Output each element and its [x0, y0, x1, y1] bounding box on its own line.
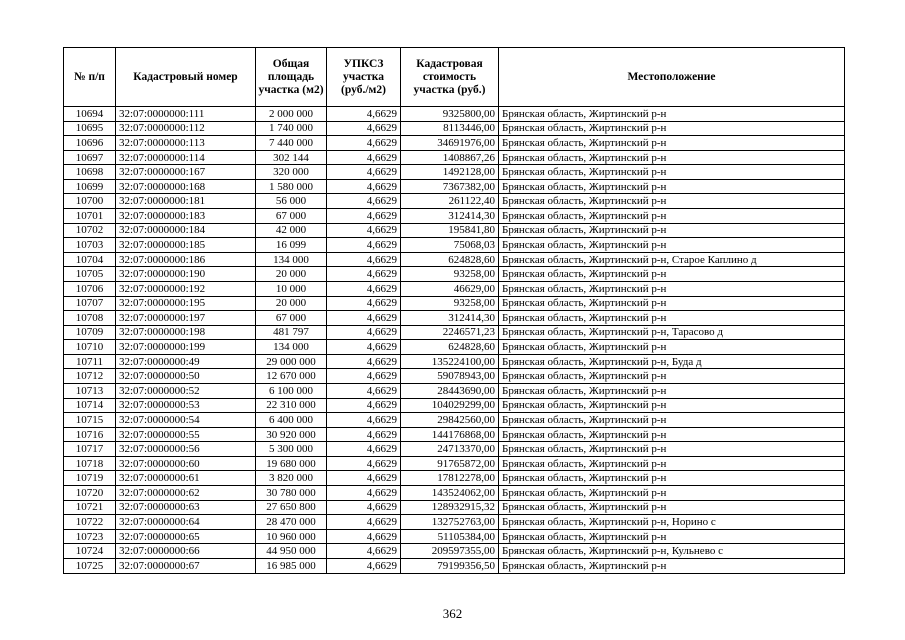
header-area: Общая площадь участка (м2)	[256, 48, 327, 107]
cadastral-number: 32:07:0000000:52	[116, 383, 256, 398]
cost-value: 1492128,00	[401, 165, 499, 180]
page-number: 362	[442, 606, 463, 621]
area-value: 20 000	[256, 296, 327, 311]
upksz-value: 4,6629	[327, 136, 401, 151]
cost-value: 209597355,00	[401, 544, 499, 559]
cadastral-number: 32:07:0000000:49	[116, 354, 256, 369]
cost-value: 312414,30	[401, 311, 499, 326]
upksz-value: 4,6629	[327, 427, 401, 442]
location-text: Брянская область, Жиртинский р-н	[499, 121, 845, 136]
area-value: 30 780 000	[256, 486, 327, 501]
upksz-value: 4,6629	[327, 369, 401, 384]
location-text: Брянская область, Жиртинский р-н	[499, 267, 845, 282]
row-number: 10694	[64, 107, 116, 122]
table-row	[64, 267, 845, 282]
cadastral-number: 32:07:0000000:113	[116, 136, 256, 151]
area-value: 1 580 000	[256, 179, 327, 194]
location-text: Брянская область, Жиртинский р-н	[499, 471, 845, 486]
area-value: 30 920 000	[256, 427, 327, 442]
table-row	[64, 515, 845, 530]
location-text: Брянская область, Жиртинский р-н	[499, 179, 845, 194]
table-row	[64, 340, 845, 355]
row-number: 10724	[64, 544, 116, 559]
upksz-value: 4,6629	[327, 383, 401, 398]
row-number: 10707	[64, 296, 116, 311]
table-row	[64, 209, 845, 224]
row-number: 10705	[64, 267, 116, 282]
area-value: 6 100 000	[256, 383, 327, 398]
row-number: 10703	[64, 238, 116, 253]
table-row	[64, 486, 845, 501]
location-text: Брянская область, Жиртинский р-н	[499, 427, 845, 442]
row-number: 10716	[64, 427, 116, 442]
row-number: 10706	[64, 281, 116, 296]
area-value: 44 950 000	[256, 544, 327, 559]
location-text: Брянская область, Жиртинский р-н, Буда д	[499, 354, 845, 369]
table-row	[64, 194, 845, 209]
location-text: Брянская область, Жиртинский р-н	[499, 442, 845, 457]
cadastral-number: 32:07:0000000:60	[116, 456, 256, 471]
table-row	[64, 238, 845, 253]
cadastral-number: 32:07:0000000:184	[116, 223, 256, 238]
cadastral-table	[63, 47, 845, 574]
row-number: 10702	[64, 223, 116, 238]
location-text: Брянская область, Жиртинский р-н	[499, 558, 845, 573]
table-row	[64, 369, 845, 384]
row-number: 10720	[64, 486, 116, 501]
upksz-value: 4,6629	[327, 325, 401, 340]
location-text: Брянская область, Жиртинский р-н	[499, 340, 845, 355]
cost-value: 195841,80	[401, 223, 499, 238]
table-row	[64, 281, 845, 296]
upksz-value: 4,6629	[327, 107, 401, 122]
header-location: Местоположение	[499, 48, 845, 107]
row-number: 10713	[64, 383, 116, 398]
cost-value: 8113446,00	[401, 121, 499, 136]
cost-value: 104029299,00	[401, 398, 499, 413]
cost-value: 93258,00	[401, 296, 499, 311]
cost-value: 24713370,00	[401, 442, 499, 457]
table-row	[64, 311, 845, 326]
cadastral-number: 32:07:0000000:186	[116, 252, 256, 267]
cost-value: 28443690,00	[401, 383, 499, 398]
table-row	[64, 398, 845, 413]
location-text: Брянская область, Жиртинский р-н	[499, 238, 845, 253]
cadastral-number: 32:07:0000000:198	[116, 325, 256, 340]
area-value: 6 400 000	[256, 413, 327, 428]
table-row	[64, 121, 845, 136]
cadastral-number: 32:07:0000000:181	[116, 194, 256, 209]
cadastral-number: 32:07:0000000:111	[116, 107, 256, 122]
row-number: 10700	[64, 194, 116, 209]
upksz-value: 4,6629	[327, 267, 401, 282]
area-value: 56 000	[256, 194, 327, 209]
row-number: 10715	[64, 413, 116, 428]
cadastral-number: 32:07:0000000:62	[116, 486, 256, 501]
cost-value: 91765872,00	[401, 456, 499, 471]
upksz-value: 4,6629	[327, 340, 401, 355]
location-text: Брянская область, Жиртинский р-н, Кульнево с	[499, 544, 845, 559]
row-number: 10719	[64, 471, 116, 486]
area-value: 5 300 000	[256, 442, 327, 457]
table-row	[64, 529, 845, 544]
location-text: Брянская область, Жиртинский р-н	[499, 136, 845, 151]
row-number: 10701	[64, 209, 116, 224]
upksz-value: 4,6629	[327, 558, 401, 573]
cost-value: 143524062,00	[401, 486, 499, 501]
table-row	[64, 325, 845, 340]
cadastral-number: 32:07:0000000:65	[116, 529, 256, 544]
cadastral-number: 32:07:0000000:50	[116, 369, 256, 384]
area-value: 302 144	[256, 150, 327, 165]
cadastral-number: 32:07:0000000:168	[116, 179, 256, 194]
cost-value: 46629,00	[401, 281, 499, 296]
area-value: 16 985 000	[256, 558, 327, 573]
cost-value: 132752763,00	[401, 515, 499, 530]
table-row	[64, 413, 845, 428]
upksz-value: 4,6629	[327, 413, 401, 428]
upksz-value: 4,6629	[327, 398, 401, 413]
table-row	[64, 296, 845, 311]
table-row	[64, 500, 845, 515]
area-value: 320 000	[256, 165, 327, 180]
table-row	[64, 558, 845, 573]
cost-value: 144176868,00	[401, 427, 499, 442]
cadastral-number: 32:07:0000000:112	[116, 121, 256, 136]
upksz-value: 4,6629	[327, 121, 401, 136]
area-value: 27 650 800	[256, 500, 327, 515]
location-text: Брянская область, Жиртинский р-н	[499, 107, 845, 122]
table-row	[64, 427, 845, 442]
cadastral-number: 32:07:0000000:53	[116, 398, 256, 413]
location-text: Брянская область, Жиртинский р-н	[499, 500, 845, 515]
table-row	[64, 252, 845, 267]
area-value: 42 000	[256, 223, 327, 238]
location-text: Брянская область, Жиртинский р-н	[499, 529, 845, 544]
row-number: 10711	[64, 354, 116, 369]
cost-value: 51105384,00	[401, 529, 499, 544]
upksz-value: 4,6629	[327, 238, 401, 253]
cost-value: 9325800,00	[401, 107, 499, 122]
cost-value: 93258,00	[401, 267, 499, 282]
location-text: Брянская область, Жиртинский р-н	[499, 383, 845, 398]
table-row	[64, 456, 845, 471]
location-text: Брянская область, Жиртинский р-н	[499, 150, 845, 165]
cost-value: 261122,40	[401, 194, 499, 209]
row-number: 10723	[64, 529, 116, 544]
table-row	[64, 471, 845, 486]
row-number: 10698	[64, 165, 116, 180]
cadastral-number: 32:07:0000000:114	[116, 150, 256, 165]
cost-value: 34691976,00	[401, 136, 499, 151]
cost-value: 75068,03	[401, 238, 499, 253]
location-text: Брянская область, Жиртинский р-н	[499, 486, 845, 501]
cadastral-number: 32:07:0000000:195	[116, 296, 256, 311]
upksz-value: 4,6629	[327, 515, 401, 530]
row-number: 10704	[64, 252, 116, 267]
cost-value: 17812278,00	[401, 471, 499, 486]
area-value: 7 440 000	[256, 136, 327, 151]
location-text: Брянская область, Жиртинский р-н	[499, 281, 845, 296]
upksz-value: 4,6629	[327, 486, 401, 501]
cadastral-number: 32:07:0000000:61	[116, 471, 256, 486]
cadastral-number: 32:07:0000000:199	[116, 340, 256, 355]
upksz-value: 4,6629	[327, 209, 401, 224]
area-value: 67 000	[256, 311, 327, 326]
area-value: 22 310 000	[256, 398, 327, 413]
area-value: 10 960 000	[256, 529, 327, 544]
location-text: Брянская область, Жиртинский р-н, Старое Каплино д	[499, 252, 845, 267]
location-text: Брянская область, Жиртинский р-н	[499, 223, 845, 238]
upksz-value: 4,6629	[327, 296, 401, 311]
upksz-value: 4,6629	[327, 456, 401, 471]
location-text: Брянская область, Жиртинский р-н	[499, 165, 845, 180]
location-text: Брянская область, Жиртинский р-н	[499, 456, 845, 471]
area-value: 3 820 000	[256, 471, 327, 486]
header-num: № п/п	[64, 48, 116, 107]
cadastral-number: 32:07:0000000:63	[116, 500, 256, 515]
cost-value: 624828,60	[401, 340, 499, 355]
area-value: 67 000	[256, 209, 327, 224]
location-text: Брянская область, Жиртинский р-н	[499, 413, 845, 428]
row-number: 10710	[64, 340, 116, 355]
upksz-value: 4,6629	[327, 500, 401, 515]
location-text: Брянская область, Жиртинский р-н, Тарасово д	[499, 325, 845, 340]
row-number: 10725	[64, 558, 116, 573]
row-number: 10695	[64, 121, 116, 136]
cadastral-number: 32:07:0000000:67	[116, 558, 256, 573]
area-value: 29 000 000	[256, 354, 327, 369]
cadastral-number: 32:07:0000000:167	[116, 165, 256, 180]
upksz-value: 4,6629	[327, 179, 401, 194]
table-row	[64, 150, 845, 165]
location-text: Брянская область, Жиртинский р-н	[499, 369, 845, 384]
row-number: 10718	[64, 456, 116, 471]
cost-value: 59078943,00	[401, 369, 499, 384]
row-number: 10696	[64, 136, 116, 151]
upksz-value: 4,6629	[327, 354, 401, 369]
cost-value: 135224100,00	[401, 354, 499, 369]
table-row	[64, 383, 845, 398]
upksz-value: 4,6629	[327, 544, 401, 559]
row-number: 10697	[64, 150, 116, 165]
upksz-value: 4,6629	[327, 281, 401, 296]
cost-value: 2246571,23	[401, 325, 499, 340]
cost-value: 7367382,00	[401, 179, 499, 194]
table-row	[64, 223, 845, 238]
cost-value: 624828,60	[401, 252, 499, 267]
cadastral-number: 32:07:0000000:64	[116, 515, 256, 530]
upksz-value: 4,6629	[327, 442, 401, 457]
area-value: 12 670 000	[256, 369, 327, 384]
row-number: 10722	[64, 515, 116, 530]
location-text: Брянская область, Жиртинский р-н, Норино с	[499, 515, 845, 530]
header-row	[64, 48, 845, 107]
cadastral-number: 32:07:0000000:54	[116, 413, 256, 428]
upksz-value: 4,6629	[327, 252, 401, 267]
cost-value: 79199356,50	[401, 558, 499, 573]
cadastral-number: 32:07:0000000:66	[116, 544, 256, 559]
location-text: Брянская область, Жиртинский р-н	[499, 398, 845, 413]
area-value: 481 797	[256, 325, 327, 340]
upksz-value: 4,6629	[327, 311, 401, 326]
upksz-value: 4,6629	[327, 529, 401, 544]
row-number: 10721	[64, 500, 116, 515]
area-value: 16 099	[256, 238, 327, 253]
area-value: 1 740 000	[256, 121, 327, 136]
upksz-value: 4,6629	[327, 165, 401, 180]
table-row	[64, 544, 845, 559]
area-value: 134 000	[256, 340, 327, 355]
table-row	[64, 442, 845, 457]
row-number: 10709	[64, 325, 116, 340]
cadastral-number: 32:07:0000000:183	[116, 209, 256, 224]
upksz-value: 4,6629	[327, 194, 401, 209]
table-row	[64, 354, 845, 369]
area-value: 19 680 000	[256, 456, 327, 471]
location-text: Брянская область, Жиртинский р-н	[499, 194, 845, 209]
area-value: 20 000	[256, 267, 327, 282]
table-row	[64, 165, 845, 180]
table-row	[64, 136, 845, 151]
table-row	[64, 179, 845, 194]
upksz-value: 4,6629	[327, 150, 401, 165]
area-value: 2 000 000	[256, 107, 327, 122]
location-text: Брянская область, Жиртинский р-н	[499, 209, 845, 224]
row-number: 10714	[64, 398, 116, 413]
location-text: Брянская область, Жиртинский р-н	[499, 311, 845, 326]
row-number: 10708	[64, 311, 116, 326]
cadastral-number: 32:07:0000000:185	[116, 238, 256, 253]
cost-value: 128932915,32	[401, 500, 499, 515]
cost-value: 1408867,26	[401, 150, 499, 165]
table-row	[64, 107, 845, 122]
upksz-value: 4,6629	[327, 223, 401, 238]
cadastral-number: 32:07:0000000:55	[116, 427, 256, 442]
header-cost: Кадастровая стоимость участка (руб.)	[401, 48, 499, 107]
header-upksz: УПКСЗ участка (руб./м2)	[327, 48, 401, 107]
cadastral-number: 32:07:0000000:56	[116, 442, 256, 457]
cadastral-number: 32:07:0000000:190	[116, 267, 256, 282]
table-body	[64, 107, 845, 574]
cost-value: 312414,30	[401, 209, 499, 224]
header-cadastral: Кадастровый номер	[116, 48, 256, 107]
cadastral-number: 32:07:0000000:197	[116, 311, 256, 326]
upksz-value: 4,6629	[327, 471, 401, 486]
cadastral-number: 32:07:0000000:192	[116, 281, 256, 296]
row-number: 10717	[64, 442, 116, 457]
area-value: 10 000	[256, 281, 327, 296]
row-number: 10699	[64, 179, 116, 194]
cost-value: 29842560,00	[401, 413, 499, 428]
row-number: 10712	[64, 369, 116, 384]
area-value: 28 470 000	[256, 515, 327, 530]
area-value: 134 000	[256, 252, 327, 267]
location-text: Брянская область, Жиртинский р-н	[499, 296, 845, 311]
